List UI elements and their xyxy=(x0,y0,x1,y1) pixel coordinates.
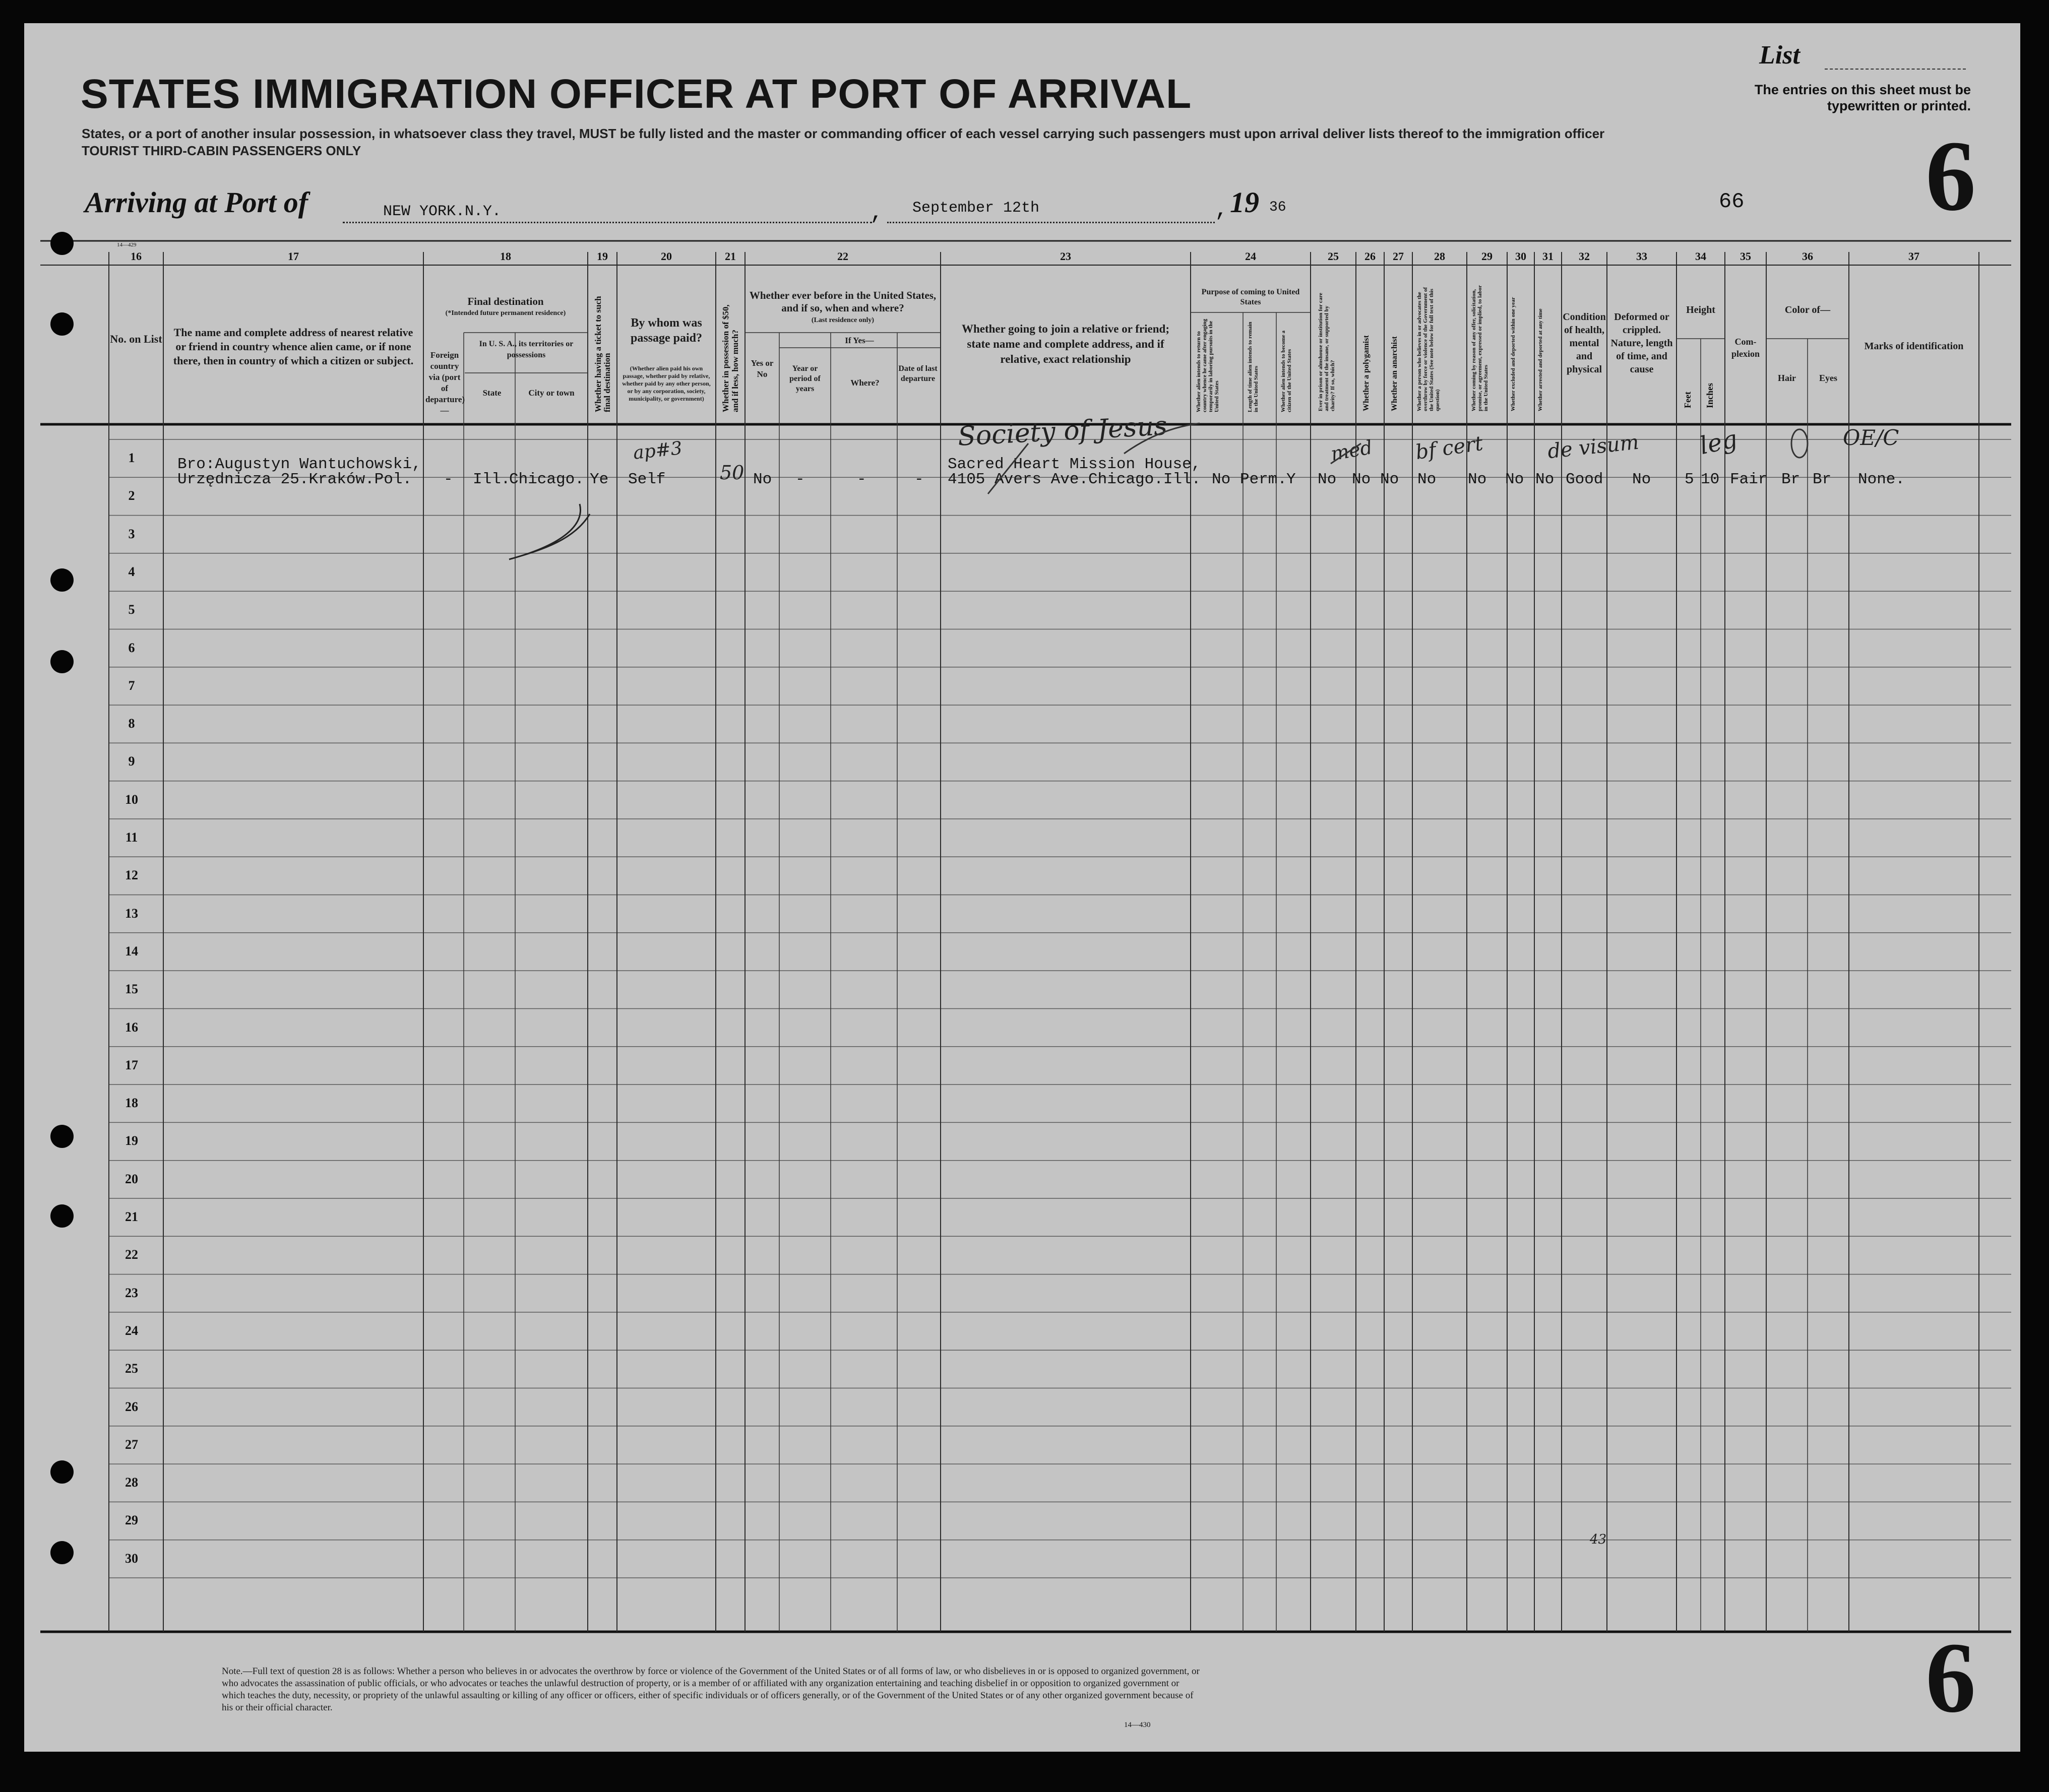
page-mark: 66 xyxy=(1719,189,1745,214)
header-state: State xyxy=(482,388,502,398)
header-polygamist: Whether a polygamist xyxy=(1362,335,1371,411)
header-ticket: Whether having a ticket to such final destination xyxy=(593,296,612,412)
row-number: 4 xyxy=(128,564,135,579)
entry-paid-by: Self xyxy=(628,471,666,488)
binder-hole xyxy=(50,1204,74,1228)
row-number: 11 xyxy=(125,830,138,845)
date-value: September 12th xyxy=(912,200,1040,217)
header-purpose-length: Length of time alien intends to remain in the United States xyxy=(1247,322,1259,412)
header-passage-note: (Whether alien paid his own passage, whether paid by relative, whether paid by any other person, or by any corporation, society, municipality, or government) xyxy=(622,365,711,402)
row-number: 25 xyxy=(125,1361,138,1376)
row-number: 29 xyxy=(125,1513,138,1528)
entry-money: 50 xyxy=(720,462,744,484)
row-number: 20 xyxy=(125,1171,138,1186)
entry-purpose-length: Perm. xyxy=(1240,471,1287,488)
sheet-number-bottom: 6 xyxy=(1926,1622,1976,1734)
subtitle-line-2: TOURIST THIRD-CABIN PASSENGERS ONLY xyxy=(82,143,361,158)
row-number: 23 xyxy=(125,1285,138,1300)
colnum-23: 23 xyxy=(1060,250,1071,263)
entry-health: Good xyxy=(1566,471,1603,488)
header-foreign-country: Foreign country via (port of departure)— xyxy=(425,350,465,415)
entry-joining-line-2: 4105 Avers Ave.Chicago.Ill. xyxy=(948,471,1201,488)
header-prison: Ever in prison or almshouse or institution for care and treatment of the insane, or supported by charity? If so, which? xyxy=(1318,293,1336,411)
colnum-19: 19 xyxy=(597,250,608,263)
row-number: 5 xyxy=(128,602,135,617)
row-number: 17 xyxy=(125,1057,138,1072)
header-purpose-citizen: Whether alien intends to become a citizen of the United States xyxy=(1280,330,1292,412)
colnum-30: 30 xyxy=(1515,250,1526,263)
colnum-29: 29 xyxy=(1481,250,1493,263)
colnum-25: 25 xyxy=(1328,250,1339,263)
row-number: 9 xyxy=(128,754,135,769)
entry-inches: 10 xyxy=(1701,471,1720,488)
form-code-bottom: 14—430 xyxy=(1124,1721,1151,1729)
row-number: 12 xyxy=(125,868,138,883)
colnum-36: 36 xyxy=(1802,250,1813,263)
entry-year: - xyxy=(795,471,805,488)
header-city: City or town xyxy=(528,388,575,398)
row-number: 28 xyxy=(125,1475,138,1490)
colnum-18: 18 xyxy=(500,250,511,263)
row-number: 13 xyxy=(125,906,138,921)
header-anarchist: Whether an anarchist xyxy=(1390,336,1399,411)
entry-city: Chicago. xyxy=(509,471,584,488)
row-number: 30 xyxy=(125,1551,138,1566)
colnum-28: 28 xyxy=(1434,250,1445,263)
annot-health: de visum xyxy=(1546,430,1640,464)
row-number: 2 xyxy=(128,488,135,503)
row-number: 6 xyxy=(128,640,135,655)
colnum-33: 33 xyxy=(1636,250,1647,263)
header-final-destination: Final destination xyxy=(467,295,544,307)
header-overthrow: Whether a person who believes in or advocates the overthrow by force or violence of the Government of the United States (See note below for full text of this question) xyxy=(1416,287,1441,411)
row-number: 19 xyxy=(125,1133,138,1148)
colnum-21: 21 xyxy=(725,250,736,263)
header-health: Condition of health, mental and physical xyxy=(1563,311,1606,375)
form-title: STATES IMMIGRATION OFFICER AT PORT OF ARRIVAL xyxy=(81,71,1192,117)
entry-polygamist: No xyxy=(1352,471,1371,488)
row-number: 7 xyxy=(128,678,135,693)
manifest-page: 6 6 STATES IMMIGRATION OFFICER AT PORT OF ARRIVAL States, or a port of another insular possession, in whatsoever class they travel, MUST be fully listed and the master or commanding officer of each vessel carrying such passengers must upon arrival deliver lists thereof to the immigration officer TOURIST THIRD-CABIN PASSENGERS ONLY List The entries on this sheet must be typewritten or printed. Arriving at Port of NEW YORK.N.Y. , September 12th , 19 36 66 14—429 16 17 18 19 20 21 22 23 24 25 26 27 28 29 30 31 32 33 34 35 36 37 No. on List The name and complete address of nearest relative or friend in country whence alien came, or if none there, then in country of which a citizen or subject. Final destination (*Intended future permanent residence) Foreign country via (port of departure)— In U. S. A., its territories or possessions State City or town Whether having a ticket to such final destination By whom was passage paid? (Whether alien paid his own passage, whether paid by relative, whether paid by any other person, or by any corporation, society, municipality, or government) Whether in possession of $50, and if less, how much? Whether ever before in the United States, and if so, when and where? (Last residence only) Yes or No If Yes— Year or period of years Where? Date of last departure Whether going to join a relative or friend; state name and complete address, and if relative, exact relationship Purpose of coming to United States Whether alien intends to return to country whence he came after engaging temporarily in laboring pursuits in the United States Length of time alien intends to remain in the United States Whether alien intends to become a citizen of the United States Ever in prison or almshouse or institution for care and treatment of the insane, or supported by charity? If so, which? Whether a polygamist Whether an anarchist Whether a person who believes in or advocates the overthrow by force or violence of the Government of the United States (See note below for full text of this question) Whether coming by reason of any offer, solicitation, promise, or agreement, expressed or implied, to labor in the United States Whether excluded and deported within one year Whether arrested and deported at any time Condition of health, mental and physical Deformed or crippled. Nature, length of time, and cause Height Feet Inches Com-plexion Color of— Hair Eyes Marks of identification 1 2 3 4 5 6 7 8 9 10 11 12 13 14 15 16 17 18 19 20 21 22 23 24 25 26 27 28 29 30 Bro:Augustyn Wantuchowski, Urzędnicza 25.Kraków.Pol. - Ill. Chicago. Ye Self 50 No - - - Sacred Heart Mission House, 4105 Avers Ave.Chicago.Ill. No Perm. Y No No No No No No No Good No 5 10 Fair Br Br None. Society of Jesus ap#3 med bf cert de visum leg OE/C 43 Note.—Full text of question 28 is as follows: Whether a person who believes in or advocates the overthrow by force or violence of the Government of the United States or of all forms of law, or who disbelieves in or is opposed to organized government, or who advocates the assassination of public officials, or who advocates or teaches the unlawful destruction of property, or is a member of or affiliated with any organization entertaining and teaching disbelief in or opposition to organized government or which teaches the duty, necessity, or propriety of the unlawful assaulting or killing of any officer or officers, either of specific individuals or of officers generally, or of the Government of the United States or of any other organized government because of his or their official character. 14—430 xyxy=(0,0,2049,1792)
row-number: 3 xyxy=(128,526,135,541)
entry-where: - xyxy=(857,471,866,488)
sheet-number-top: 6 xyxy=(1926,120,1976,232)
row-number: 10 xyxy=(125,792,138,807)
row-number: 15 xyxy=(125,982,138,997)
header-feet: Feet xyxy=(1683,392,1693,408)
row-number: 26 xyxy=(125,1399,138,1414)
header-passage-paid: By whom was passage paid? xyxy=(630,316,703,345)
entry-labor-offer: No xyxy=(1468,471,1487,488)
colnum-37: 37 xyxy=(1908,250,1919,263)
footnote: Note.—Full text of question 28 is as follows: Whether a person who believes in or advocates the overthrow by force or violence of the Government of the United States or of all forms of law, or who disbelieves in or is opposed to organized government, or who advocates the assassination of public officials, or who advocates or teaches the unlawful destruction of property, or is a member of or affiliated with any organization entertaining and teaching disbelief in or opposition to organized government or which teaches the duty, necessity, or propriety of the unlawful assaulting or killing of any officer or officers, either of specific individuals or of officers generally, or of the Government of the United States or of any other organized government because of his or their official character. xyxy=(222,1666,1200,1713)
annot-paid: ap#3 xyxy=(632,438,684,464)
row-number: 1 xyxy=(128,451,135,465)
colnum-16: 16 xyxy=(131,250,142,263)
entry-marks: None. xyxy=(1858,471,1905,488)
header-date-departure: Date of last departure xyxy=(898,364,938,383)
entry-relative-line-1: Bro:Augustyn Wantuchowski, xyxy=(177,456,421,473)
entry-joining-line-1: Sacred Heart Mission House, xyxy=(948,456,1201,473)
colnum-20: 20 xyxy=(661,250,672,263)
entry-eyes: Br xyxy=(1813,471,1832,488)
subtitle-line-1: States, or a port of another insular possession, in whatsoever class they travel, MUST be fully listed and the master or commanding officer of each vessel carrying such passengers must upon arrival deliver lists thereof to the immigration officer xyxy=(82,126,1605,141)
colnum-24: 24 xyxy=(1245,250,1256,263)
header-joining-relative: Whether going to join a relative or friend; state name and complete address, and if relative, exact relationship xyxy=(961,323,1170,365)
header-complexion: Com-plexion xyxy=(1731,337,1760,359)
entry-complexion: Fair xyxy=(1730,471,1768,488)
row-number: 21 xyxy=(125,1209,138,1224)
header-yes-no: Yes or No xyxy=(751,358,774,379)
entry-purpose-citizen: Y xyxy=(1286,471,1296,488)
row-number: 24 xyxy=(125,1323,138,1338)
entry-departure: - xyxy=(914,471,924,488)
header-inches: Inches xyxy=(1705,382,1715,408)
entry-overthrow: No xyxy=(1417,471,1437,488)
annot-misc: 43 xyxy=(1590,1532,1607,1547)
entry-relative-line-2: Urzędnicza 25.Kraków.Pol. xyxy=(177,471,412,488)
row-number: 14 xyxy=(125,943,138,958)
colnum-26: 26 xyxy=(1364,250,1376,263)
colnum-17: 17 xyxy=(288,250,299,263)
header-year-period: Year or period of years xyxy=(789,364,821,393)
header-hair: Hair xyxy=(1778,373,1796,383)
binder-hole xyxy=(50,650,74,673)
entry-state: Ill. xyxy=(473,471,511,488)
colnum-35: 35 xyxy=(1740,250,1751,263)
annot-society: Society of Jesus xyxy=(957,411,1168,452)
entry-excluded: No xyxy=(1505,471,1524,488)
annot-cert: bf cert xyxy=(1414,431,1484,465)
annot-complexion: leg xyxy=(1697,424,1740,461)
row-number: 18 xyxy=(125,1096,138,1111)
entry-ticket: Ye xyxy=(590,471,609,488)
header-relative-address: The name and complete address of nearest relative or friend in country whence alien came, or if none there, then in country of which a citizen or subject. xyxy=(173,326,414,367)
header-height: Height xyxy=(1686,304,1715,315)
arriving-label: Arriving at Port of xyxy=(85,186,308,219)
annot-marks: OE/C xyxy=(1843,425,1899,450)
entries-note: The entries on this sheet must be typewritten or printed. xyxy=(1754,82,1971,113)
year-prefix: 19 xyxy=(1230,186,1259,219)
entry-hair: Br xyxy=(1781,471,1800,488)
header-marks: Marks of identification xyxy=(1864,341,1964,352)
header-last-residence: (Last residence only) xyxy=(811,316,875,324)
colnum-34: 34 xyxy=(1695,250,1706,263)
entry-feet: 5 xyxy=(1685,471,1694,488)
header-purpose: Purpose of coming to United States xyxy=(1201,288,1300,306)
port-value: NEW YORK.N.Y. xyxy=(383,203,502,220)
colnum-22: 22 xyxy=(837,250,848,263)
row-number: 22 xyxy=(125,1247,138,1262)
header-excluded: Whether excluded and deported within one year xyxy=(1510,297,1516,411)
header-labor-offer: Whether coming by reason of any offer, solicitation, promise, or agreement, expressed or implied, to labor in the United States xyxy=(1471,285,1489,411)
colnum-31: 31 xyxy=(1542,250,1554,263)
entry-prison: No xyxy=(1318,471,1337,488)
header-final-destination-note: (*Intended future permanent residence) xyxy=(445,309,566,317)
entry-deformed: No xyxy=(1632,471,1651,488)
header-in-usa: In U. S. A., its territories or possessions xyxy=(479,340,574,359)
binder-hole xyxy=(50,1460,74,1484)
header-arrested: Whether arrested and deported at any time xyxy=(1537,308,1543,411)
binder-hole xyxy=(50,1125,74,1148)
binder-hole xyxy=(50,312,74,336)
colnum-32: 32 xyxy=(1579,250,1590,263)
header-purpose-return: Whether alien intends to return to country whence he came after engaging temporarily in laboring pursuits in the United States xyxy=(1196,318,1220,412)
header-where: Where? xyxy=(850,378,880,388)
entry-purpose-return: No xyxy=(1212,471,1231,488)
annot-prison: med xyxy=(1329,436,1375,465)
header-eyes: Eyes xyxy=(1819,373,1837,383)
year-suffix: 36 xyxy=(1269,200,1286,215)
row-number: 16 xyxy=(125,1019,138,1035)
binder-hole xyxy=(50,1541,74,1564)
header-deformed: Deformed or crippled. Nature, length of time, and cause xyxy=(1610,311,1673,375)
entry-foreign-via: - xyxy=(444,471,453,488)
row-number: 8 xyxy=(128,716,135,731)
binder-hole xyxy=(50,568,74,592)
list-label: List xyxy=(1759,41,1800,70)
row-number: 27 xyxy=(125,1437,138,1452)
binder-hole xyxy=(50,232,74,255)
entry-before-us: No xyxy=(753,471,772,488)
colnum-27: 27 xyxy=(1393,250,1404,263)
entry-arrested: No xyxy=(1535,471,1555,488)
header-before-in-us: Whether ever before in the United States, and if so, when and where? xyxy=(749,289,937,314)
entry-anarchist: No xyxy=(1380,471,1399,488)
form-code-top: 14—429 xyxy=(117,242,137,248)
header-money: Whether in possession of $50, and if less, how much? xyxy=(721,304,740,412)
header-color: Color of— xyxy=(1784,304,1831,315)
header-no-on-list: No. on List xyxy=(110,333,162,345)
header-if-yes: If Yes— xyxy=(845,336,874,345)
